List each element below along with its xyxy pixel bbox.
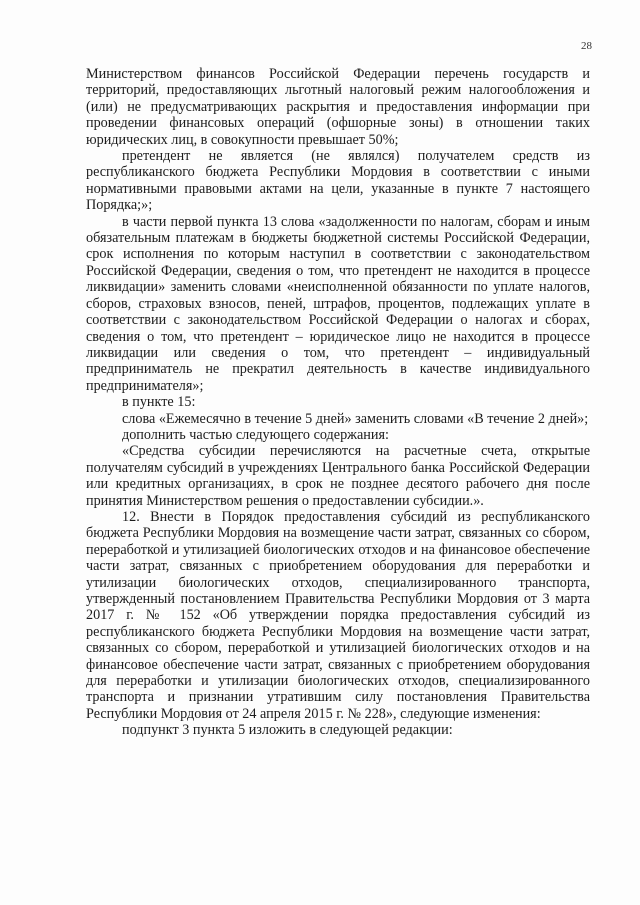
paragraph-subsidy-transfer-text: «Средства субсидии перечисляются на расчетные счета, открытые получателям субсидий в учреждениях Центрального банка Российской Федерации или кредитных организациях, в срок не позднее десятого рабочего дня после принятия Министерством решения о предоставлении субсидии.». — [86, 443, 590, 509]
page-number: 28 — [581, 40, 592, 52]
paragraph-item-13-amendment: в части первой пункта 13 слова «задолженности по налогам, сборам и иным обязательным платежам в бюджеты бюджетной системы Российской Федерации, срок исполнения по которым наступил в соответствии с законодательством Российской Федерации, сведения о том, что претендент не находится в процессе ликвидации» заменить словами «неисполненной обязанности по уплате налогов, сборов, страховых взносов, пеней, штрафов, процентов, подлежащих уплате в соответствии с законодательством Российской Федерации о налогах и сборах, сведения о том, что претендент – юридическое лицо не находится в процессе ликвидации или сведения о том, что претендент – индивидуальный предприниматель не прекратил деятельность в качестве индивидуального предпринимателя»; — [86, 213, 590, 394]
paragraph-item-15-add-part: дополнить частью следующего содержания: — [122, 426, 389, 443]
paragraph-item-15-words-replace: слова «Ежемесячно в течение 5 дней» заменить словами «В течение 2 дней»; — [122, 410, 589, 427]
paragraph-not-recipient-condition: претендент не является (не являлся) получателем средств из республиканского бюджета Республики Мордовия в соответствии с иными нормативными правовыми актами на цели, указанные в пункте 7 настоящего Порядка;»; — [86, 148, 590, 214]
paragraph-item-15-heading: в пункте 15: — [122, 394, 196, 411]
paragraph-subitem-3-item-5: подпункт 3 пункта 5 изложить в следующей редакции: — [122, 722, 453, 739]
document-body — [86, 66, 590, 739]
paragraph-offshore-condition: Министерством финансов Российской Федерации перечень государств и территорий, предоставляющих льготный налоговый режим налогообложения и (или) не предусматривающих раскрытия и предоставления информации при проведении финансовых операций (офшорные зоны) в отношении таких юридических лиц, в совокупности превышает 50%; — [86, 66, 590, 148]
paragraph-item-12-amendments: 12. Внести в Порядок предоставления субсидий из республиканского бюджета Республики Мордовия на возмещение части затрат, связанных со сбором, переработкой и утилизацией биологических отходов и на финансовое обеспечение части затрат, связанных с приобретением оборудования для переработки и утилизации биологических отходов, специализированного транспорта, утвержденный постановлением Правительства Республики Мордовия от 3 марта 2017 г. № 152 «Об утверждении порядка предоставления субсидий из республиканского бюджета Республики Мордовия на возмещение части затрат, связанных со сбором, переработкой и утилизацией биологических отходов и на финансовое обеспечение части затрат, связанных с приобретением оборудования для переработки и утилизации биологических отходов, специализированного транспорта и признании утратившим силу постановления Правительства Республики Мордовия от 24 апреля 2015 г. № 228», следующие изменения: — [86, 508, 590, 722]
